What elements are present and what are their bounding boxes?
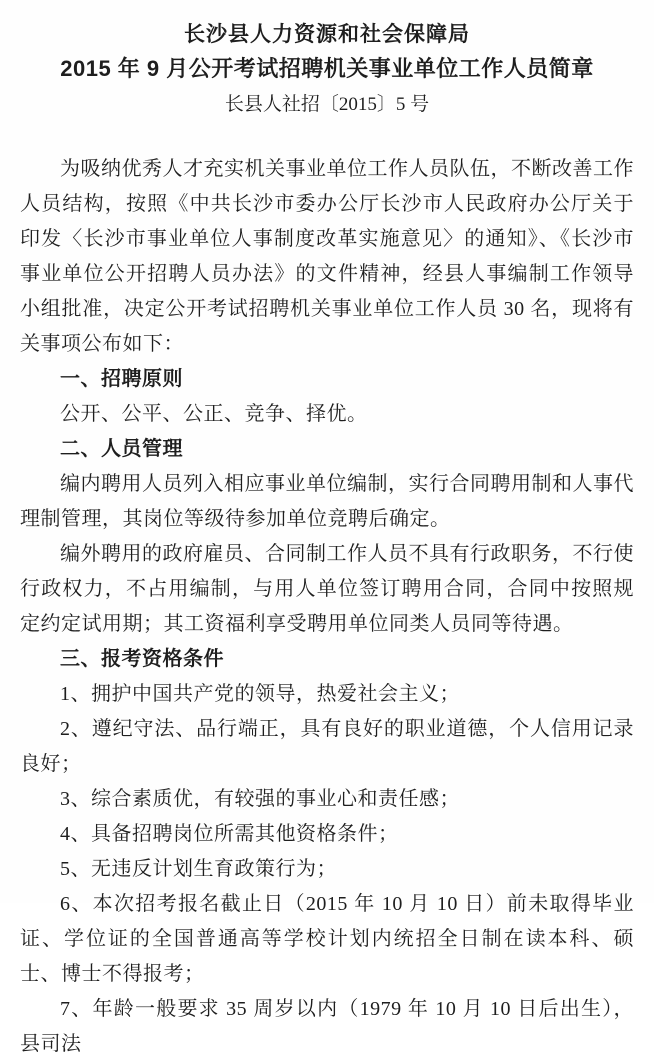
- document-number: 长县人社招〔2015〕5 号: [224, 94, 430, 115]
- section-heading-2: 二、人员管理: [60, 438, 183, 460]
- condition-item-6: 6、本次招考报名截止日（2015 年 10 月 10 日）前未取得毕业证、学位证的全国普通高等学校计划内统招全日制在读本科、硕士、博士不得报考；: [20, 893, 634, 985]
- condition-item-4: 4、具备招聘岗位所需其他资格条件；: [60, 823, 399, 845]
- paragraph-staff-outside: 编外聘用的政府雇员、合同制工作人员不具有行政职务，不行使行政权力，不占用编制，与用人单位签订聘用合同，合同中按照规定约定试用期；其工资福利享受聘用单位同类人员同等待遇。: [20, 543, 634, 635]
- condition-item-3: 3、综合素质优，有较强的事业心和责任感；: [60, 788, 460, 810]
- condition-item-1: 1、拥护中国共产党的领导，热爱社会主义；: [60, 683, 460, 705]
- section-heading-3: 三、报考资格条件: [60, 648, 224, 670]
- document-subtitle: 2015 年 9 月公开考试招聘机关事业单位工作人员简章: [60, 56, 594, 81]
- paragraph-intro: 为吸纳优秀人才充实机关事业单位工作人员队伍，不断改善工作人员结构，按照《中共长沙市委办公厅长沙市人民政府办公厅关于印发〈长沙市事业单位人事制度改革实施意见〉的通知》、《长沙市事业单位公开招聘人员办法》的文件精神，经县人事编制工作领导小组批准，决定公开考试招聘机关事业单位工作人员 30 名，现将有关事项公布如下：: [20, 158, 634, 355]
- condition-item-2: 2、遵纪守法、品行端正，具有良好的职业道德，个人信用记录良好；: [20, 718, 634, 775]
- paragraph-principles: 公开、公平、公正、竞争、择优。: [60, 403, 368, 425]
- condition-item-7-truncated: 7、年龄一般要求 35 周岁以内（1979 年 10 月 10 日后出生），县司法: [20, 998, 634, 1055]
- condition-item-5: 5、无违反计划生育政策行为；: [60, 858, 337, 880]
- document-body: [0, 152, 654, 1062]
- paragraph-staff-inside: 编内聘用人员列入相应事业单位编制，实行合同聘用制和人事代理制管理，其岗位等级待参加单位竞聘后确定。: [20, 473, 634, 530]
- document-title: 长沙县人力资源和社会保障局: [184, 23, 470, 46]
- section-heading-1: 一、招聘原则: [60, 368, 183, 390]
